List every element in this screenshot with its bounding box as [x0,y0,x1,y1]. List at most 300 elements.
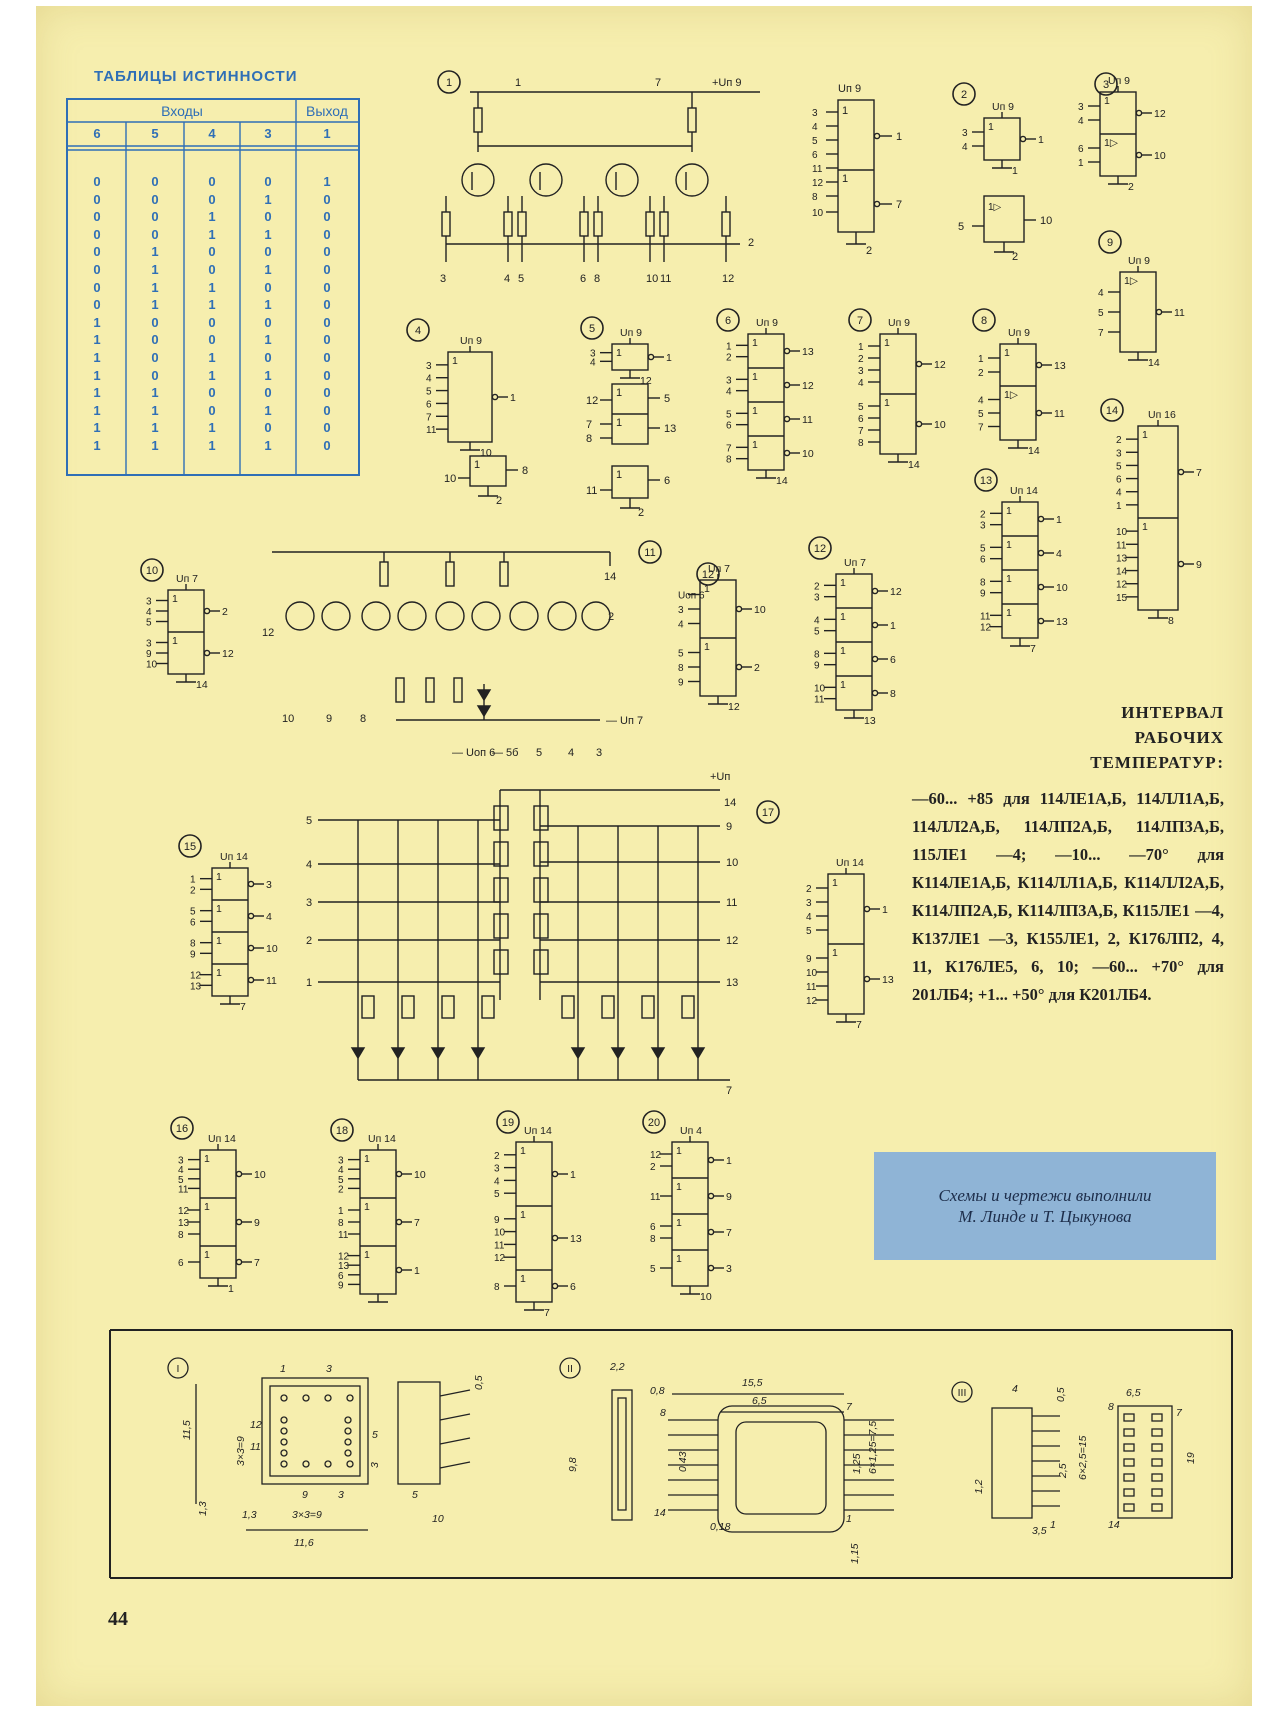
gate-symbol: 1 [520,1209,526,1221]
pin-label: 10 [726,857,739,869]
inverter-bubble [708,1157,713,1162]
diode [392,1048,404,1058]
pin-label: 1 [726,1155,732,1167]
pin-label: 3 [726,375,732,387]
resistor [594,212,602,236]
pin-label: 3 [146,596,152,608]
mos-transistor [602,996,614,1018]
supply-pin-label: Uп 9 [838,83,862,95]
diagram-number: 7 [856,315,864,327]
ground-label: 2 [496,495,503,507]
pin-label: 6 [570,1281,576,1293]
dimension-label: 0,43 [677,1451,689,1472]
supply-pin-label: Uп 7 [708,563,731,575]
diode [478,706,490,716]
pin-label: 4 [962,142,968,153]
gate-symbol: 1 [676,1217,682,1229]
supply-pin-label: Uп 16 [1148,409,1176,421]
pin-label: 3 [858,366,864,377]
pin-label: 10 [254,1169,266,1181]
transistor [548,602,576,630]
credit-box [874,1152,1216,1260]
pin-label: 8 [650,1234,656,1245]
pin-label: 8 [858,438,864,449]
transistor [676,164,708,196]
pin-label: 9 [254,1217,260,1229]
gate-body [838,100,874,232]
truth-table-cell: 1 [93,350,101,365]
resistor [580,212,588,236]
resistor [442,212,450,236]
truth-table-cell: 0 [93,174,101,189]
diode [432,1048,444,1058]
pin-label: 1 [890,620,896,632]
pin-label: 4 [812,122,818,133]
inverter-bubble [708,1193,713,1198]
pin-label: 13 [664,423,677,435]
mos-transistor [494,878,508,902]
truth-table-cell: 0 [93,279,101,295]
pin-label: 10 [754,604,766,616]
resistor [474,108,482,132]
truth-table-cell: 1 [151,402,159,418]
pin-label: 1 [515,77,522,89]
truth-table-cell: 0 [264,244,272,260]
pin-label: 5 [426,386,432,398]
diagram-number: 8 [980,315,988,327]
pin-label: 6 [1116,474,1122,486]
truth-table-col-header: 3 [264,126,272,141]
pin-label: 2 [338,1184,344,1196]
pin-label: 10 [444,473,457,485]
gate-symbol: 1 [520,1273,526,1285]
pin-label: 13 [1054,360,1066,372]
dimension-label: 0,5 [473,1375,485,1390]
pin-label: 1 [1078,158,1084,169]
ground-label: 14 [908,459,920,471]
truth-table-cell: 0 [208,262,216,277]
truth-table-cell: 1 [264,262,272,277]
truth-table-cell: 0 [323,314,331,330]
pin-label: 11 [806,982,817,993]
inverter-bubble [552,1283,557,1288]
inverter-bubble [872,690,877,695]
pin-label: 14 [604,571,617,583]
pin-label: 4 [1078,116,1084,127]
gate-symbol: 1 [520,1145,526,1157]
gate-symbol: 1 [752,337,758,349]
gate-symbol: 1 [1006,607,1012,619]
truth-table-cell: 0 [93,191,101,207]
pin-label: 7 [1196,467,1202,479]
pin-label: 1 [882,904,888,916]
truth-table-cell: 0 [264,314,272,330]
pin-label: 2 [754,662,760,674]
dimension-label: 14 [1108,1519,1120,1531]
truth-table-col-header: 5 [151,126,159,141]
pin-label: 7 [414,1217,420,1229]
pin-label: 1 [1038,134,1044,146]
pin-label: 5 [812,136,818,147]
dimension-label: 14 [654,1507,666,1519]
gate-symbol: 1 [1104,95,1110,107]
dimension-label: 6,5 [1126,1387,1141,1399]
pin-label: 3 [338,1155,344,1167]
pin-label: 2 [980,509,986,521]
truth-table-cell: 1 [93,438,101,453]
pin-label: 2 [1116,435,1122,447]
pin-label: 8 [360,713,367,725]
pin-label: 2 [650,1162,656,1173]
inverter-bubble [708,1229,713,1234]
pin-label: 11 [650,1192,661,1203]
inverter-bubble [1038,516,1043,521]
gate-symbol: 1 [988,121,994,133]
pin-label: 2 [726,352,732,364]
pin-label: 3 [726,1263,732,1275]
truth-table-cell: 0 [93,297,101,313]
dimension-label: 4 [1012,1383,1018,1395]
pin-label: 3 [266,879,272,891]
truth-table-cell: 0 [323,402,331,418]
gate-symbol: 1 [204,1201,210,1213]
diagram-number: 13 [979,475,993,487]
transistor [322,602,350,630]
pin-label: 2 [978,368,984,379]
inverter-bubble [552,1171,557,1176]
gate-symbol: 1 [1006,539,1012,551]
truth-table-cell: 0 [264,350,272,365]
pin-label: 5 [650,1264,656,1275]
supply-pin-label: Uп 9 [1108,75,1131,87]
gate-symbol: 1 [616,469,623,481]
truth-table-cell: 1 [264,226,272,242]
diagram-number: 11 [644,547,656,559]
truth-table-cell: 1 [208,438,216,453]
supply-pin-label: Uп 7 [844,557,867,569]
pin-label: 3 [980,520,986,532]
pin-label: 9 [338,1280,344,1292]
pin-label: 6 [664,475,671,487]
truth-table-cell: 0 [264,420,272,436]
pin-label: 13 [190,981,202,993]
truth-table-cell: 1 [151,279,159,295]
pin-label: 8 [494,1282,500,1293]
dimension-label: 3 [338,1489,344,1501]
gate-symbol: 1 [704,583,710,595]
pin-label: 5 [678,648,684,660]
pin-label: 13 [178,1218,190,1229]
pin-label: 8 [980,577,986,589]
inverter-bubble [492,394,497,399]
ground-label: 14 [1148,357,1160,369]
supply-label: +Uп 9 [712,77,742,89]
page-number: 44 [108,1608,128,1630]
pin-label: 4 [1056,548,1062,560]
pin-label: 4 [306,859,313,871]
pin-label: 5 [338,1174,344,1186]
supply-label: — Uп 7 [606,715,644,727]
pin-label: 14 [1116,566,1128,578]
inverter-bubble [396,1219,401,1224]
gate-symbol: 1 [676,1253,682,1265]
gate-symbol: 1 [364,1201,370,1213]
inverter-bubble [248,945,253,950]
ground-label: 7 [240,1001,246,1013]
diagram-number: 12 [701,569,715,581]
resistor [446,562,454,586]
truth-table-title: ТАБЛИЦЫ ИСТИННОСТИ [94,68,298,85]
supply-pin-label: Uп 7 [176,573,199,585]
truth-table-cell: 0 [93,226,101,242]
mos-transistor [534,878,548,902]
dimension-label: 11,5 [181,1420,193,1440]
pin-label: 6 [726,420,732,432]
mos-transistor [682,996,694,1018]
dimension-label: 12 [250,1419,262,1431]
pin-label: 6 [190,917,196,929]
supply-pin-label: Uп 9 [756,317,779,329]
pin-label: 14 [724,797,737,809]
ground-label: 2 [1128,181,1134,193]
pin-label: 9 [726,1191,732,1203]
resistor [518,212,526,236]
pin-label: 13 [802,346,814,358]
inverter-bubble [736,606,741,611]
gate-symbol: 1 [364,1249,370,1261]
ground-label: 12 [640,375,652,387]
truth-table-cell: 0 [208,244,216,260]
truth-table-cell: 1 [93,402,101,418]
inverter-bubble [784,416,789,421]
pin-label: 9 [146,649,152,660]
pin-label: 6 [650,1222,656,1233]
dimension-label: 19 [1185,1452,1197,1464]
inverter-bubble [248,913,253,918]
gate-body [360,1150,396,1294]
transistor [510,602,538,630]
pin-label: 11 [1174,307,1185,319]
pin-label: 8 [594,273,601,285]
truth-table-col-header: 1 [323,126,331,141]
truth-table-cell: 1 [264,438,272,453]
resistor [500,562,508,586]
pin-label: 5 [146,617,152,629]
pin-label: 6 [1078,144,1084,155]
inverter-bubble [916,421,921,426]
ground-label: 10 [700,1291,712,1303]
pin-label: 8 [814,649,820,661]
resistor [396,678,404,702]
pin-label: 5 [726,409,732,421]
pin-label: 1 [1056,514,1062,526]
inverter-bubble [872,588,877,593]
pin-label: 10 [282,713,295,725]
ground-label: 12 [728,701,740,713]
pin-label: 9 [814,660,820,672]
pin-label: 6 [858,414,864,425]
inverter-bubble [1020,136,1025,141]
inverter-bubble [248,977,253,982]
pin-label: 10 [1040,215,1053,227]
truth-table-cell: 0 [93,262,101,277]
dimension-label: 5 [372,1429,378,1441]
dimension-label: 1,3 [197,1501,209,1516]
diagram-number: 2 [960,89,968,101]
inverter-bubble [916,361,921,366]
pin-label: 11 [266,975,277,987]
pin-label: 3 [306,897,313,909]
truth-table-cell: 1 [151,420,159,436]
resistor [380,562,388,586]
pin-label: 12 [806,996,818,1007]
truth-table-cell: 0 [151,314,159,330]
pin-label: 11 [494,1240,505,1252]
truth-table-cell: 0 [323,438,331,453]
pin-label: 9 [806,954,812,965]
supply-pin-label: Uп 14 [220,851,248,863]
pin-label: 4 [858,378,864,389]
pin-label: 8 [522,465,529,477]
dimension-label: 3×3=9 [235,1436,247,1466]
diagram-number: 6 [724,315,732,327]
ground-label: 14 [1028,445,1040,457]
pin-label: 5 [1098,308,1104,319]
truth-table-cell: 0 [323,191,331,207]
pin-label: 2 [748,237,755,249]
inverter-bubble [872,622,877,627]
pin-label: 2 [608,611,615,623]
pin-label: 2 [494,1150,500,1162]
mos-transistor [494,806,508,830]
truth-table-cell: 0 [93,244,101,260]
pin-label: — 5б [492,747,519,759]
pin-label: 12 [494,1253,506,1265]
mos-transistor [494,914,508,938]
diagram-number: 16 [175,1123,189,1135]
diagram-number: 5 [588,323,596,335]
truth-table-cell: 0 [93,209,101,225]
truth-table-cell: 1 [93,420,101,436]
gate-symbol: 1 [1006,505,1012,517]
gate-symbol: 1 [676,1181,682,1193]
inverter-bubble [784,382,789,387]
pin-label: 7 [726,1227,732,1239]
inverter-bubble [396,1267,401,1272]
dimension-label: 6×2,5=15 [1077,1435,1089,1480]
supply-pin-label: Uп 9 [460,335,483,347]
transistor [362,602,390,630]
diode [652,1048,664,1058]
pin-label: 9 [190,949,196,961]
ground-label: 2 [866,245,873,257]
pin-label: 10 [814,683,826,695]
transistor [606,164,638,196]
truth-table-cell: 1 [208,209,216,225]
gate-symbol: 1 [364,1153,370,1165]
ground-label: 2 [638,507,645,519]
pin-label: 12 [1116,579,1128,591]
pin-label: 8 [190,938,196,950]
dimension-label: 3 [369,1462,381,1468]
pin-label: 4 [726,386,732,398]
temperature-body: —60... +85 для 114ЛЕ1А,Б, 114ЛЛ1А,Б, 114ЛЛ2А,Б, 114ЛП2А,Б, 114ЛП3А,Б, 115ЛЕ1 —4; —10... —70° для К114ЛЕ1А,Б, К114ЛЛ1А,Б, К114ЛЛ2А,Б, К114ЛП2А,Б, К114ЛП3А,Б, К115ЛЕ1 —4, К137ЛЕ1 —3, К155ЛЕ1, 2, К176ЛП2, 4, 11, К176ЛЕ5, 6, 10; —60... +70° для 201ЛБ4; +1... +50° для К201ЛБ4. [912,789,1224,1004]
dimension-label: 1,15 [849,1543,861,1564]
supply-pin-label: Uп 9 [1128,255,1151,267]
transistor [582,602,610,630]
pin-label: 8 [890,688,896,700]
inverter-bubble [864,976,869,981]
pin-label: 11 [814,694,825,706]
inverter-bubble [1156,309,1161,314]
pin-label: 4 [806,912,812,923]
truth-table-cell: 1 [151,438,159,453]
dimension-label: 1,2 [973,1479,985,1494]
pin-label: 10 [802,448,814,460]
inverter-bubble [552,1235,557,1240]
pin-label: 7 [254,1257,260,1269]
resistor [504,212,512,236]
dimension-label: 1 [846,1513,852,1525]
gate-symbol: 1 [1142,521,1148,533]
gate-symbol: 1 [1004,347,1010,359]
pin-label: 3 [494,1163,500,1175]
dimension-label: 9,8 [567,1457,579,1472]
truth-table-cell: 0 [151,226,159,242]
transistor [462,164,494,196]
mos-transistor [534,914,548,938]
gate-symbol: 1 [474,459,481,471]
inverter-bubble [204,608,209,613]
truth-table-cell: 0 [323,209,331,225]
ground-label: 1 [228,1283,234,1295]
pin-label: 5 [494,1189,500,1201]
ground-label: 13 [864,715,876,727]
pin-label: 5 [814,626,820,638]
inverter-bubble [864,906,869,911]
supply-pin-label: Uп 14 [368,1133,396,1145]
inverter-bubble [1036,410,1041,415]
pin-label: 11 [980,611,991,623]
resistor [646,212,654,236]
pin-label: 5 [980,543,986,555]
gate-symbol: 1 [752,439,758,451]
pin-label: 11 [338,1230,349,1241]
ground-label: 7 [544,1307,550,1319]
transistor [436,602,464,630]
pin-label: 12 [934,359,946,371]
pin-label: 10 [494,1227,506,1239]
pin-label: 9 [980,588,986,600]
gate-symbol: 1 [204,1249,210,1261]
pin-label: 4 [1116,487,1122,499]
pin-label: 3 [814,592,820,604]
pin-label: 9 [1196,559,1202,571]
gate-symbol: 1 [752,405,758,417]
pin-label: 5 [518,273,525,285]
credit-line-2: М. Линде и Т. Цыкунова [958,1207,1132,1226]
truth-table-cell: 0 [323,350,331,365]
diode [612,1048,624,1058]
gate-symbol: 1 [884,337,890,349]
diagram-number: 12 [813,543,827,555]
gate-symbol: 1 [752,371,758,383]
inverter-bubble [1178,469,1183,474]
diagram-number: 20 [647,1117,661,1129]
diagram-number: 10 [145,565,159,577]
ground-label: 7 [856,1019,862,1031]
resistor [722,212,730,236]
